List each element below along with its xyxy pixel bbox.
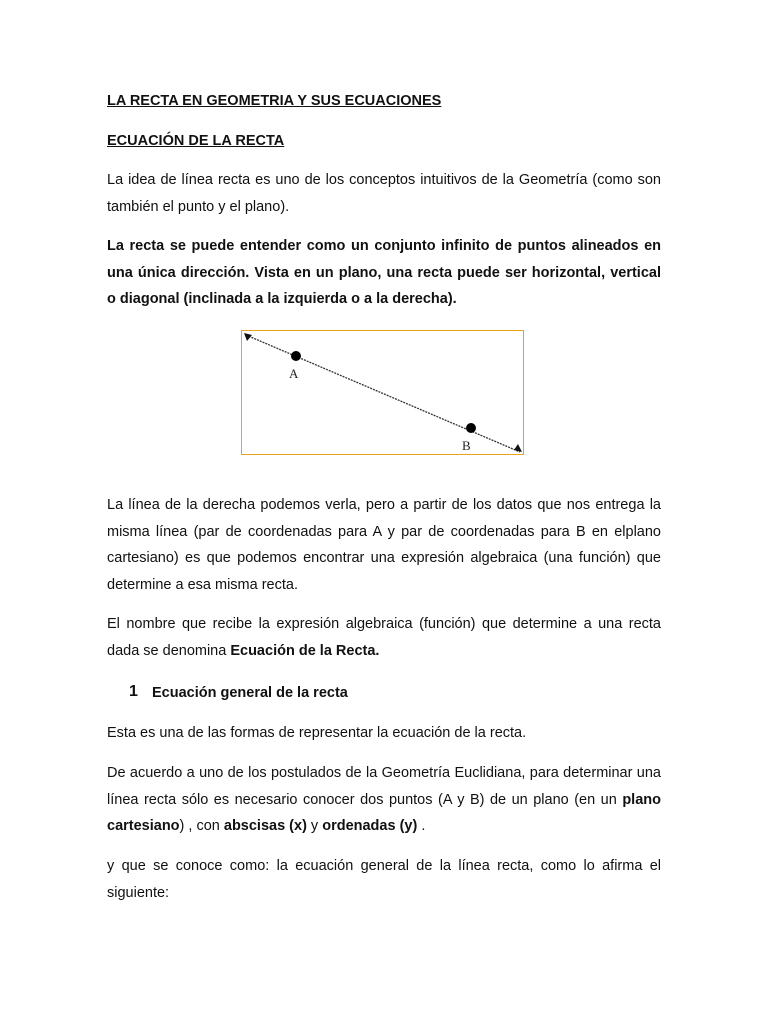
equation-term: Ecuación de la Recta. bbox=[230, 642, 380, 659]
postulate-end: . bbox=[417, 818, 426, 834]
arrow-head-start-icon bbox=[244, 333, 252, 341]
document-title: LA RECTA EN GEOMETRIA Y SUS ECUACIONES bbox=[107, 93, 442, 109]
definition-paragraph: La recta se puede entender como un conjunto infinito de puntos alineados en una única dirección. Vista en un plano, una recta puede ser horizontal, vertical o diagonal (inclinada a la izquierda o a la derecha). bbox=[107, 238, 661, 307]
ordenadas-term: ordenadas (y) bbox=[322, 818, 418, 834]
abscisas-term: abscisas (x) bbox=[223, 818, 307, 834]
line-segment bbox=[246, 335, 520, 452]
conclusion-paragraph: y que se conoce como: la ecuación general de la línea recta, como lo afirma el siguiente: bbox=[107, 858, 661, 901]
postulate-text: De acuerdo a uno de los postulados de la Geometría Euclidiana, para determinar una línea recta sólo es necesario conocer dos puntos (A y B) de un plano (en un bbox=[107, 765, 661, 808]
point-a bbox=[291, 351, 301, 361]
intro-paragraph: La idea de línea recta es uno de los conceptos intuitivos de la Geometría (como son también el punto y el plano). bbox=[107, 172, 661, 215]
naming-text: El nombre que recibe la expresión algebraica (función) que determine a una recta dada se denomina bbox=[107, 616, 661, 659]
section-heading: Ecuación general de la recta bbox=[152, 685, 348, 701]
plano-cartesiano-term: plano cartesiano bbox=[107, 791, 661, 834]
line-diagram bbox=[242, 331, 523, 454]
point-b-label: B bbox=[462, 438, 471, 453]
section-number: 1 bbox=[129, 683, 138, 700]
postulate-paragraph bbox=[107, 760, 661, 840]
forms-paragraph: Esta es una de las formas de representar la ecuación de la recta. bbox=[107, 725, 527, 741]
point-b bbox=[466, 423, 476, 433]
line-figure bbox=[241, 330, 524, 455]
explanation-paragraph: La línea de la derecha podemos verla, pero a partir de los datos que nos entrega la misma línea (par de coordenadas para A y par de coordenadas para B en elplano cartesiano) es que podemos encontrar una expresión algebraica (una función) que determine a esa misma recta. bbox=[107, 497, 661, 593]
section-subtitle: ECUACIÓN DE LA RECTA bbox=[107, 133, 285, 149]
point-a-label: A bbox=[289, 366, 299, 381]
postulate-connector-2: y bbox=[306, 818, 323, 834]
postulate-connector-1: ) , con bbox=[179, 818, 224, 834]
naming-paragraph bbox=[107, 611, 661, 664]
arrow-head-end-icon bbox=[514, 444, 522, 452]
